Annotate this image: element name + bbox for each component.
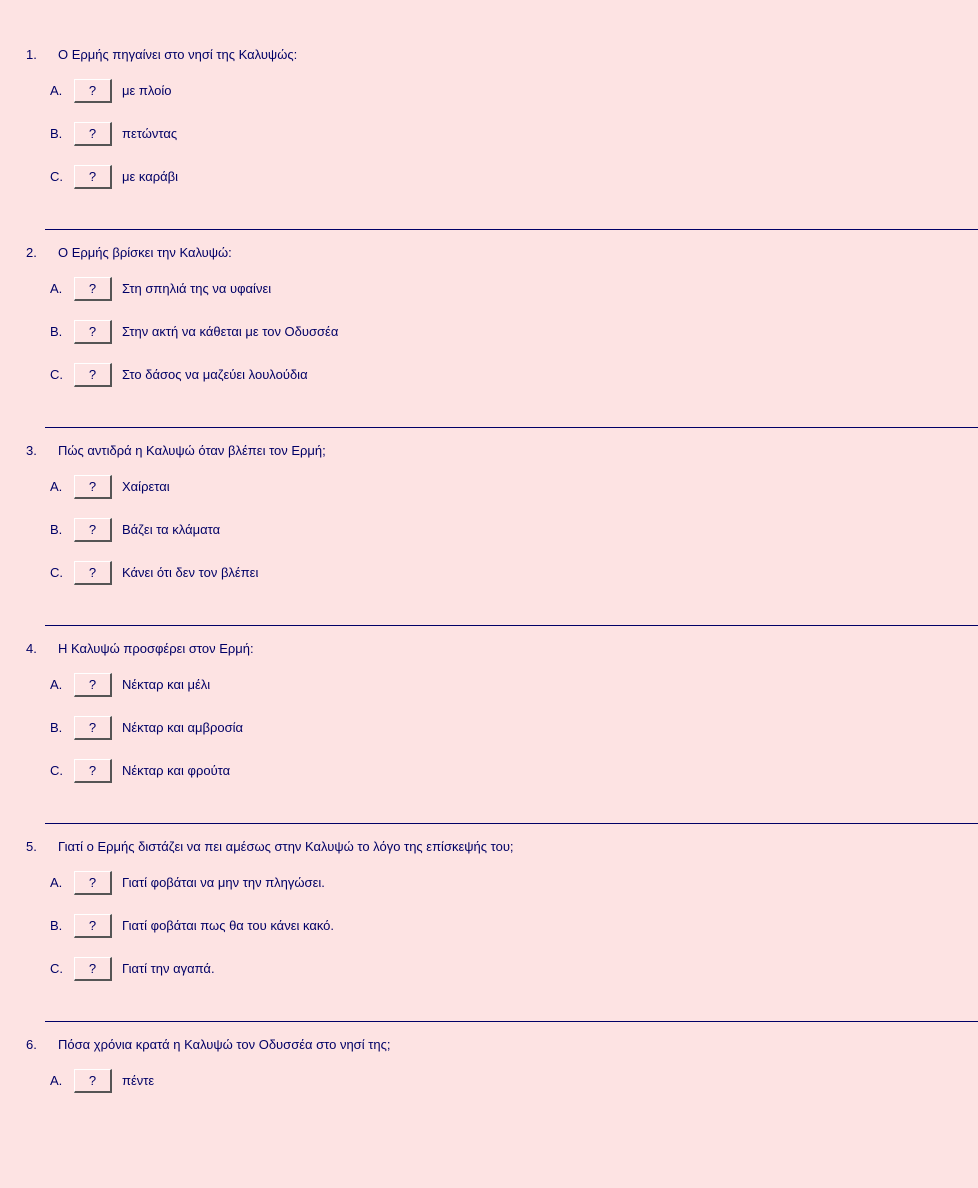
question-number: 6.: [26, 1037, 37, 1052]
answer-select-button[interactable]: ?: [74, 165, 112, 189]
answer-option-c: [0, 759, 600, 783]
answer-select-button[interactable]: ?: [74, 871, 112, 895]
question-5: [0, 792, 978, 990]
answer-option-c: [0, 363, 600, 387]
option-letter: A.: [50, 677, 63, 692]
option-letter: C.: [50, 565, 63, 580]
answer-option-a: [0, 475, 600, 499]
option-text: Νέκταρ και αμβροσία: [122, 720, 244, 735]
option-text: Στην ακτή να κάθεται με τον Οδυσσέα: [122, 324, 339, 339]
answer-option-a: [0, 871, 600, 895]
answer-select-button[interactable]: ?: [74, 957, 112, 981]
option-text: πετώντας: [122, 126, 178, 141]
option-letter: B.: [50, 324, 63, 339]
question-text: Πόσα χρόνια κρατά η Καλυψώ τον Οδυσσέα στο νησί της;: [58, 1037, 391, 1052]
option-text: Νέκταρ και φρούτα: [122, 763, 231, 778]
answer-select-button[interactable]: ?: [74, 673, 112, 697]
question-text: Η Καλυψώ προσφέρει στον Ερμή:: [58, 641, 254, 656]
question-text: Ο Ερμής βρίσκει την Καλυψώ:: [58, 245, 232, 260]
question-number: 2.: [26, 245, 37, 260]
question-6: [0, 990, 978, 1188]
option-letter: C.: [50, 763, 63, 778]
question-text: Πώς αντιδρά η Καλυψώ όταν βλέπει τον Ερμή;: [58, 443, 326, 458]
answer-select-button[interactable]: ?: [74, 320, 112, 344]
option-text: πέντε: [122, 1073, 155, 1088]
option-text: Γιατί φοβάται πως θα του κάνει κακό.: [122, 918, 335, 933]
answer-option-b: [0, 518, 600, 542]
answer-select-button[interactable]: ?: [74, 759, 112, 783]
answer-select-button[interactable]: ?: [74, 1069, 112, 1093]
answer-option-b: [0, 122, 600, 146]
option-letter: B.: [50, 522, 63, 537]
answer-select-button[interactable]: ?: [74, 716, 112, 740]
option-letter: A.: [50, 479, 63, 494]
answer-option-a: [0, 79, 600, 103]
option-text: Στη σπηλιά της να υφαίνει: [122, 281, 272, 296]
answer-select-button[interactable]: ?: [74, 363, 112, 387]
option-letter: A.: [50, 281, 63, 296]
question-number: 3.: [26, 443, 37, 458]
answer-option-a: [0, 1069, 600, 1093]
option-text: Χαίρεται: [122, 479, 170, 494]
question-text: Ο Ερμής πηγαίνει στο νησί της Καλυψώς:: [58, 47, 298, 62]
answer-option-c: [0, 957, 600, 981]
answer-option-c: [0, 561, 600, 585]
answer-select-button[interactable]: ?: [74, 914, 112, 938]
question-4: [0, 594, 978, 792]
answer-select-button[interactable]: ?: [74, 122, 112, 146]
answer-option-b: [0, 320, 600, 344]
answer-option-b: [0, 914, 600, 938]
answer-option-c: [0, 165, 600, 189]
question-1: [0, 0, 978, 198]
option-letter: B.: [50, 720, 63, 735]
option-text: Νέκταρ και μέλι: [122, 677, 211, 692]
question-number: 1.: [26, 47, 37, 62]
option-text: με καράβι: [122, 169, 179, 184]
question-number: 4.: [26, 641, 37, 656]
question-2: [0, 198, 978, 396]
answer-option-a: [0, 673, 600, 697]
option-letter: C.: [50, 961, 63, 976]
option-text: Κάνει ότι δεν τον βλέπει: [122, 565, 259, 580]
option-letter: B.: [50, 126, 63, 141]
option-letter: C.: [50, 169, 63, 184]
option-letter: A.: [50, 1073, 63, 1088]
answer-option-a: [0, 277, 600, 301]
answer-select-button[interactable]: ?: [74, 277, 112, 301]
question-number: 5.: [26, 839, 37, 854]
option-letter: A.: [50, 875, 63, 890]
option-letter: C.: [50, 367, 63, 382]
answer-option-b: [0, 716, 600, 740]
option-text: Βάζει τα κλάματα: [122, 522, 221, 537]
option-letter: B.: [50, 918, 63, 933]
option-text: Γιατί φοβάται να μην την πληγώσει.: [122, 875, 325, 890]
answer-select-button[interactable]: ?: [74, 518, 112, 542]
question-3: [0, 396, 978, 594]
option-text: με πλοίο: [122, 83, 172, 98]
option-text: Γιατί την αγαπά.: [122, 961, 215, 976]
answer-select-button[interactable]: ?: [74, 561, 112, 585]
option-text: Στο δάσος να μαζεύει λουλούδια: [122, 367, 308, 382]
answer-select-button[interactable]: ?: [74, 475, 112, 499]
option-letter: A.: [50, 83, 63, 98]
question-text: Γιατί ο Ερμής διστάζει να πει αμέσως στην Καλυψώ το λόγο της επίσκεψής του;: [58, 839, 514, 854]
answer-select-button[interactable]: ?: [74, 79, 112, 103]
